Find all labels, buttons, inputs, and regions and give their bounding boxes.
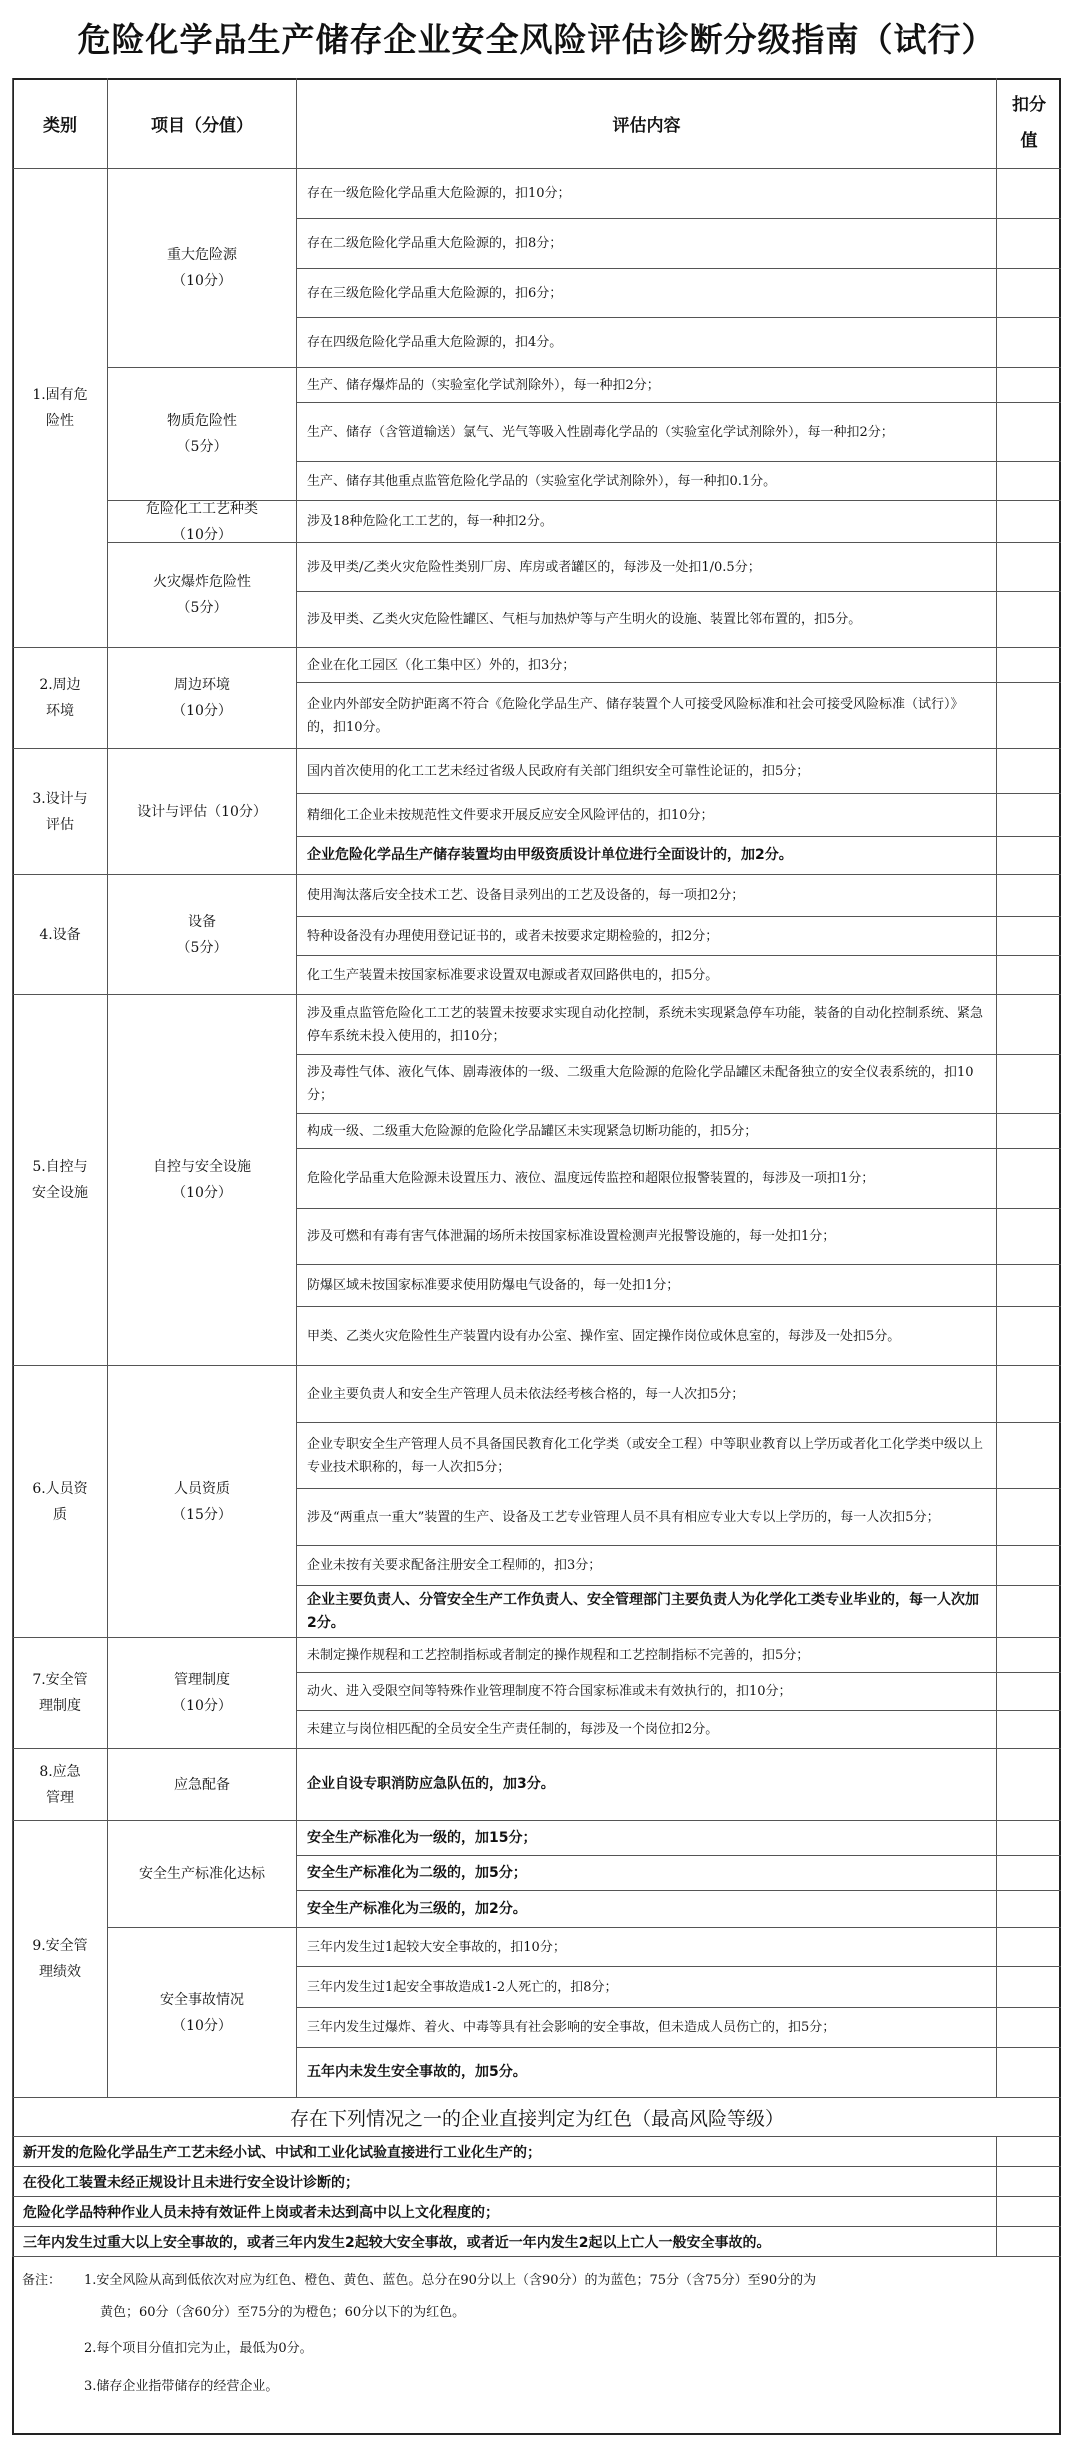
projects.0-line: 重大危险源 — [167, 247, 237, 263]
evaluation-item: 安全生产标准化为一级的，加15分； — [296, 1820, 996, 1855]
category-cell — [12, 1748, 107, 1820]
category-cell — [12, 647, 107, 748]
deduction-cell — [996, 1890, 1061, 1927]
deduction-cell — [996, 1264, 1061, 1306]
projects.1-line: 物质危险性 — [167, 413, 237, 429]
categories.0-line: 险性 — [45, 413, 74, 429]
evaluation-item: 涉及甲类/乙类火灾危险性类别厂房、库房或者罐区的，每涉及一处扣1/0.5分； — [296, 542, 996, 591]
categories.7-line: 管理 — [45, 1789, 74, 1806]
deduction-cell — [996, 1488, 1061, 1545]
evaluation-item: 涉及毒性气体、液化气体、剧毒液体的一级、二级重大危险源的危险化学品罐区未配备独立的安全仪表系统的，扣10分； — [296, 1054, 996, 1113]
evaluation-item: 化工生产装置未按国家标准要求设置双电源或者双回路供电的，扣5分。 — [296, 955, 996, 994]
deduction-cell — [996, 2007, 1061, 2047]
evaluation-item: 存在四级危险化学品重大危险源的，扣4分。 — [296, 317, 996, 367]
evaluation-item: 构成一级、二级重大危险源的危险化学品罐区未实现紧急切断功能的，扣5分； — [296, 1113, 996, 1148]
evaluation-item: 企业主要负责人和安全生产管理人员未依法经考核合格的，每一人次扣5分； — [296, 1365, 996, 1422]
projects.1-line: （5分） — [176, 439, 228, 455]
deduction-cell — [996, 542, 1061, 591]
projects.11-line: 安全生产标准化达标 — [139, 1866, 265, 1882]
red-level-row: 三年内发生过重大以上安全事故的，或者三年内发生2起较大安全事故，或者近一年内发生2起以上亡人一般安全事故的。 — [12, 2226, 996, 2256]
project-cell — [107, 542, 296, 647]
header-deduct: 扣分 值 — [996, 78, 1061, 168]
projects.3-line: 火灾爆炸危险性 — [153, 574, 251, 590]
deduction-cell — [996, 1113, 1061, 1148]
deduction-cell — [996, 168, 1061, 218]
categories.1-line: 环境 — [45, 703, 74, 719]
evaluation-item: 三年内发生过1起安全事故造成1-2人死亡的，扣8分； — [296, 1966, 996, 2007]
deduction-cell — [996, 2047, 1061, 2097]
projects.7-line: （10分） — [172, 1185, 232, 1201]
deduction-cell — [996, 955, 1061, 994]
deduction-cell — [996, 268, 1061, 317]
evaluation-item: 涉及“两重点一重大”装置的生产、设备及工艺专业管理人员不具有相应专业大专以上学历的，每一人次扣5分； — [296, 1488, 996, 1545]
deduction-cell — [996, 1927, 1061, 1966]
project-cell — [107, 1820, 296, 1927]
categories.1-line: 2.周边 — [39, 677, 81, 693]
projects.8-line: 人员资质 — [173, 1480, 230, 1497]
projects.9-line: 管理制度 — [173, 1672, 230, 1688]
categories.2-line: 评估 — [45, 816, 74, 833]
categories.4-line: 5.自控与 — [32, 1159, 88, 1175]
category-cell — [12, 1637, 107, 1748]
projects.0-line: （10分） — [172, 273, 232, 289]
deduction-cell — [996, 1306, 1061, 1365]
projects.4-line: 周边环境 — [173, 677, 230, 693]
evaluation-item: 特种设备没有办理使用登记证书的，或者未按要求定期检验的，扣2分； — [296, 916, 996, 955]
header-project: 项目（分值） — [107, 78, 296, 168]
evaluation-item: 涉及18种危险化工工艺的，每一种扣2分。 — [296, 500, 996, 542]
note-line: 2.每个项目分值扣完为止，最低为0分。 — [84, 2341, 313, 2356]
evaluation-item: 未建立与岗位相匹配的全员安全生产责任制的，每涉及一个岗位扣2分。 — [296, 1710, 996, 1748]
evaluation-item: 企业危险化学品生产储存装置均由甲级资质设计单位进行全面设计的，加2分。 — [296, 836, 996, 874]
evaluation-item: 企业未按有关要求配备注册安全工程师的，扣3分； — [296, 1545, 996, 1585]
evaluation-item: 安全生产标准化为三级的，加2分。 — [296, 1890, 996, 1927]
project-cell — [107, 647, 296, 748]
category-cell — [12, 748, 107, 874]
projects.4-line: （10分） — [172, 703, 232, 719]
evaluation-item: 安全生产标准化为二级的，加5分； — [296, 1855, 996, 1890]
evaluation-item: 防爆区域未按国家标准要求使用防爆电气设备的，每一处扣1分； — [296, 1264, 996, 1306]
evaluation-item: 五年内未发生安全事故的，加5分。 — [296, 2047, 996, 2097]
red-level-row: 在役化工装置未经正规设计且未进行安全设计诊断的； — [12, 2166, 996, 2196]
deduction-cell — [996, 916, 1061, 955]
header-content: 评估内容 — [296, 78, 996, 168]
deduction-cell — [996, 1422, 1061, 1488]
categories.5-line: 6.人员资 — [32, 1480, 88, 1497]
project-cell — [107, 874, 296, 994]
categories.8-line: 9.安全管 — [32, 1938, 88, 1954]
deduction-cell — [996, 591, 1061, 647]
evaluation-item: 存在一级危险化学品重大危险源的，扣10分； — [296, 168, 996, 218]
categories.7-line: 8.应急 — [39, 1763, 81, 1780]
deduction-cell — [996, 402, 1061, 461]
category-cell — [12, 168, 107, 647]
page-title: 危险化学品生产储存企业安全风险评估诊断分级指南（试行） — [77, 20, 996, 59]
deduction-cell — [996, 1966, 1061, 2007]
projects.3-line: （5分） — [176, 600, 228, 616]
deduction-cell — [996, 1585, 1061, 1637]
categories.6-line: 理制度 — [38, 1698, 81, 1714]
deduction-cell — [996, 1637, 1061, 1672]
evaluation-item: 企业主要负责人、分管安全生产工作负责人、安全管理部门主要负责人为化学化工类专业毕业的，每一人次加2分。 — [296, 1585, 996, 1637]
evaluation-item: 存在二级危险化学品重大危险源的，扣8分； — [296, 218, 996, 268]
evaluation-item: 生产、储存（含管道输送）氯气、光气等吸入性剧毒化学品的（实验室化学试剂除外），每一种扣2分； — [296, 402, 996, 461]
deduction-cell — [996, 2196, 1061, 2226]
deduction-cell — [996, 317, 1061, 367]
note-line: 1.安全风险从高到低依次对应为红色、橙色、黄色、蓝色。总分在90分以上（含90分）的为蓝色；75分（含75分）至90分的为 — [84, 2273, 817, 2288]
deduction-cell — [996, 2226, 1061, 2256]
category-cell — [12, 1365, 107, 1637]
projects.2-line: 危险化工工艺种类 — [146, 500, 258, 517]
projects.6-line: 设备 — [187, 913, 216, 930]
categories.4-line: 安全设施 — [32, 1185, 88, 1201]
evaluation-item: 未制定操作规程和工艺控制指标或者制定的操作规程和工艺控制指标不完善的，扣5分； — [296, 1637, 996, 1672]
deduction-cell — [996, 1748, 1061, 1820]
deduction-cell — [996, 1672, 1061, 1710]
category-cell — [12, 1820, 107, 2097]
evaluation-item: 使用淘汰落后安全技术工艺、设备目录列出的工艺及设备的，每一项扣2分； — [296, 874, 996, 916]
deduction-cell — [996, 1710, 1061, 1748]
evaluation-item: 生产、储存爆炸品的（实验室化学试剂除外），每一种扣2分； — [296, 367, 996, 402]
evaluation-item: 涉及甲类、乙类火灾危险性罐区、气柜与加热炉等与产生明火的设施、装置比邻布置的，扣5分。 — [296, 591, 996, 647]
notes-label: 备注： — [22, 2273, 62, 2288]
categories.3-line: 4.设备 — [39, 926, 81, 943]
deduction-cell — [996, 1855, 1061, 1890]
categories.6-line: 7.安全管 — [32, 1672, 88, 1688]
evaluation-item: 涉及重点监管危险化工工艺的装置未按要求实现自动化控制，系统未实现紧急停车功能，装备的自动化控制系统、紧急停车系统未投入使用的，扣10分； — [296, 994, 996, 1054]
evaluation-item: 企业内外部安全防护距离不符合《危险化学品生产、储存装置个人可接受风险标准和社会可接受风险标准（试行）》的，扣10分。 — [296, 682, 996, 748]
note-line: 黄色；60分（含60分）至75分的为橙色；60分以下的为红色。 — [100, 2305, 466, 2320]
project-cell — [107, 748, 296, 874]
evaluation-item: 动火、进入受限空间等特殊作业管理制度不符合国家标准或未有效执行的，扣10分； — [296, 1672, 996, 1710]
deduction-cell — [996, 874, 1061, 916]
deduction-cell — [996, 1820, 1061, 1855]
projects.5-line: 设计与评估（10分） — [137, 803, 267, 820]
deduction-cell — [996, 1208, 1061, 1264]
project-cell — [107, 168, 296, 367]
evaluation-item: 精细化工企业未按规范性文件要求开展反应安全风险评估的，扣10分； — [296, 793, 996, 836]
projects.9-line: （10分） — [172, 1698, 232, 1714]
evaluation-item: 涉及可燃和有毒有害气体泄漏的场所未按国家标准设置检测声光报警设施的，每一处扣1分； — [296, 1208, 996, 1264]
deduction-cell — [996, 2136, 1061, 2166]
projects.8-line: （15分） — [172, 1506, 232, 1523]
evaluation-item: 三年内发生过1起较大安全事故的，扣10分； — [296, 1927, 996, 1966]
deduction-cell — [996, 1148, 1061, 1208]
project-cell — [107, 1365, 296, 1637]
note-line: 3.储存企业指带储存的经营企业。 — [84, 2379, 279, 2394]
projects.12-line: （10分） — [172, 2017, 232, 2034]
deduction-cell — [996, 682, 1061, 748]
deduction-cell — [996, 218, 1061, 268]
deduction-cell — [996, 1545, 1061, 1585]
deduction-cell — [996, 994, 1061, 1054]
evaluation-item: 生产、储存其他重点监管危险化学品的（实验室化学试剂除外），每一种扣0.1分。 — [296, 461, 996, 500]
projects.2-line: （10分） — [172, 526, 232, 543]
project-cell — [107, 1637, 296, 1748]
deduction-cell — [996, 836, 1061, 874]
header-category: 类别 — [12, 78, 107, 168]
project-cell — [107, 994, 296, 1365]
projects.10-line: 应急配备 — [174, 1776, 230, 1793]
evaluation-item: 国内首次使用的化工工艺未经过省级人民政府有关部门组织安全可靠性论证的，扣5分； — [296, 748, 996, 793]
evaluation-item: 存在三级危险化学品重大危险源的，扣6分； — [296, 268, 996, 317]
category-cell — [12, 994, 107, 1365]
project-cell — [107, 1927, 296, 2097]
projects.7-line: 自控与安全设施 — [153, 1159, 251, 1175]
red-level-row: 危险化学品特种作业人员未持有效证件上岗或者未达到高中以上文化程度的； — [12, 2196, 996, 2226]
deduction-cell — [996, 500, 1061, 542]
deduction-cell — [996, 1365, 1061, 1422]
deduction-cell — [996, 2166, 1061, 2196]
categories.8-line: 理绩效 — [38, 1964, 81, 1980]
deduction-cell — [996, 793, 1061, 836]
deduction-cell — [996, 461, 1061, 500]
deduction-cell — [996, 748, 1061, 793]
deduction-cell — [996, 367, 1061, 402]
deduction-cell — [996, 1054, 1061, 1113]
evaluation-item: 三年内发生过爆炸、着火、中毒等具有社会影响的安全事故，但未造成人员伤亡的，扣5分； — [296, 2007, 996, 2047]
red-level-title: 存在下列情况之一的企业直接判定为红色（最高风险等级） — [12, 2097, 1061, 2136]
project-cell — [107, 367, 296, 500]
categories.5-line: 质 — [52, 1506, 67, 1523]
evaluation-item: 企业自设专职消防应急队伍的，加3分。 — [296, 1748, 996, 1820]
red-level-row: 新开发的危险化学品生产工艺未经小试、中试和工业化试验直接进行工业化生产的； — [12, 2136, 996, 2166]
evaluation-item: 危险化学品重大危险源未设置压力、液位、温度远传监控和超限位报警装置的，每涉及一项扣1分； — [296, 1148, 996, 1208]
evaluation-item: 甲类、乙类火灾危险性生产装置内设有办公室、操作室、固定操作岗位或休息室的，每涉及一处扣5分。 — [296, 1306, 996, 1365]
categories.0-line: 1.固有危 — [32, 387, 88, 403]
evaluation-item: 企业专职安全生产管理人员不具备国民教育化工化学类（或安全工程）中等职业教育以上学历或者化工化学类中级以上专业技术职称的，每一人次扣5分； — [296, 1422, 996, 1488]
notes-section — [12, 2256, 1061, 2435]
deduction-cell — [996, 647, 1061, 682]
projects.6-line: （5分） — [176, 939, 228, 956]
projects.12-line: 安全事故情况 — [160, 1991, 244, 2008]
project-cell — [107, 500, 296, 542]
evaluation-item: 企业在化工园区（化工集中区）外的，扣3分； — [296, 647, 996, 682]
category-cell — [12, 874, 107, 994]
project-cell — [107, 1748, 296, 1820]
categories.2-line: 3.设计与 — [32, 790, 88, 807]
